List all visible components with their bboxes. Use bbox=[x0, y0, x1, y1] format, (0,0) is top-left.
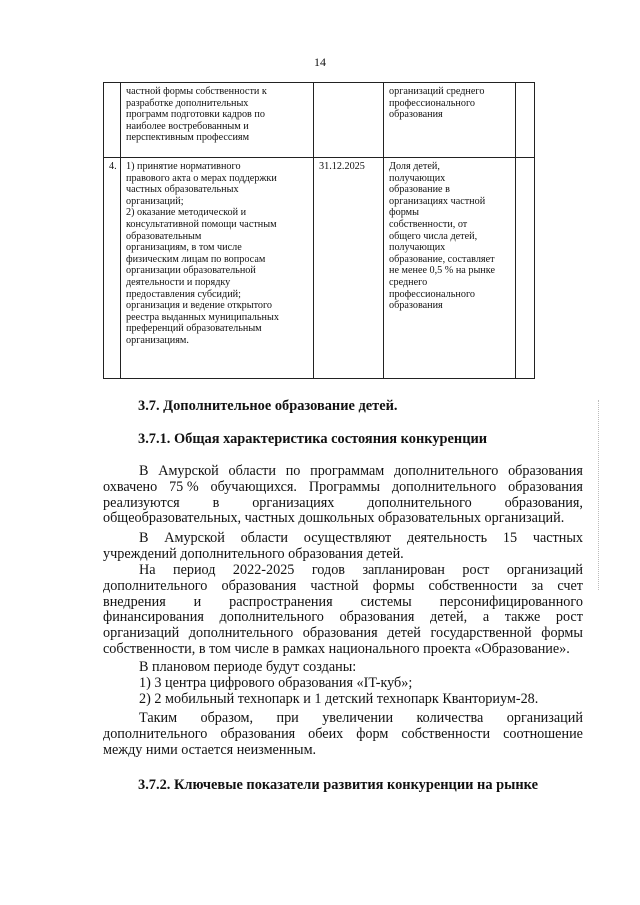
word: увеличении bbox=[322, 710, 394, 726]
word: осуществляют bbox=[303, 530, 392, 546]
word: по bbox=[285, 463, 301, 479]
word: 15 bbox=[502, 530, 518, 546]
word: а bbox=[482, 609, 490, 626]
word: запланирован bbox=[362, 562, 445, 578]
deadline-cell: 31.12.2025 bbox=[314, 158, 384, 379]
cell-text-line: наиболее востребованным и bbox=[126, 120, 249, 132]
cell-text-line: образования bbox=[389, 109, 443, 121]
table-row bbox=[104, 158, 535, 379]
word: реализуются bbox=[103, 494, 180, 511]
word: образования bbox=[339, 609, 415, 626]
cell-text-line: среднего bbox=[389, 276, 428, 288]
text-line: общеобразовательных, частных дошкольных образовательных организаций. bbox=[103, 510, 565, 527]
word: период bbox=[172, 562, 216, 578]
cell-text-line: программ подготовки кадров по bbox=[126, 109, 265, 121]
text-line: собственности, в том числе в рамках национального проекта «Образование». bbox=[103, 640, 570, 657]
word: детей, bbox=[430, 609, 468, 626]
word: организаций bbox=[103, 625, 180, 642]
word: годов bbox=[311, 562, 345, 578]
table-row bbox=[104, 83, 535, 158]
text-line: В плановом периоде будут созданы: bbox=[139, 659, 357, 675]
word: дополнительного bbox=[103, 725, 208, 742]
text-line bbox=[103, 563, 583, 579]
word: обучающихся. bbox=[210, 478, 297, 495]
paragraph-growth-plan bbox=[103, 563, 583, 658]
list-item: 2) 2 мобильный технопарк и 1 детский технопарк Кванториум-28. bbox=[139, 690, 539, 707]
word: Программы bbox=[308, 478, 380, 495]
cell-text-line: перспективным профессиям bbox=[126, 132, 250, 144]
word: Таким bbox=[139, 710, 178, 726]
word: 2022-2025 bbox=[232, 562, 295, 578]
cell-text-line: консультативной помощи частным bbox=[126, 218, 277, 230]
action-cell bbox=[121, 83, 314, 158]
word: образования bbox=[221, 577, 297, 594]
cell-text-line: профессионального bbox=[389, 288, 475, 300]
cell-text-line: предоставления субсидий; bbox=[126, 288, 241, 300]
paragraph-planned-centers bbox=[103, 660, 583, 707]
cell-text-line: организаций среднего bbox=[389, 86, 485, 97]
text-line bbox=[103, 711, 583, 727]
cell-text-line: организациям, в том числе bbox=[126, 242, 242, 254]
word: В bbox=[139, 463, 149, 479]
indicator-cell bbox=[384, 83, 516, 158]
word: также bbox=[504, 609, 541, 626]
row-number-cell: 4. bbox=[104, 158, 121, 379]
cell-text-line: формы bbox=[389, 207, 419, 219]
cell-text-line: преференций образовательным bbox=[126, 323, 262, 335]
word: внедрения bbox=[103, 593, 166, 610]
word: Амурской bbox=[164, 530, 225, 546]
cell-text-line: организациях частной bbox=[389, 195, 486, 207]
word: На bbox=[139, 562, 156, 578]
text-line bbox=[103, 579, 583, 595]
text-line: между ними остается неизменным. bbox=[103, 741, 317, 758]
word: детей bbox=[387, 625, 421, 642]
text-line: учреждений дополнительного образования детей. bbox=[103, 545, 404, 562]
section-heading-3-7-2: 3.7.2. Ключевые показатели развития конкуренции на рынке bbox=[138, 777, 538, 793]
word: 75 % bbox=[169, 478, 199, 495]
cell-text-line: организаций; bbox=[126, 195, 184, 207]
cell-text-line: получающих bbox=[389, 172, 446, 184]
cell-text-line: организации образовательной bbox=[126, 265, 256, 277]
cell-text-line: частной формы собственности к bbox=[126, 86, 267, 97]
word: дополнительного bbox=[391, 478, 497, 495]
section-heading-3-7: 3.7. Дополнительное образование детей. bbox=[138, 398, 398, 414]
word: образования bbox=[302, 625, 378, 642]
word: форм bbox=[356, 725, 389, 742]
word: рост bbox=[462, 562, 490, 578]
word: образования bbox=[220, 725, 296, 742]
word: системы bbox=[360, 593, 412, 610]
word: формы bbox=[372, 577, 415, 594]
text-line bbox=[103, 480, 583, 496]
word: охвачено bbox=[103, 478, 158, 495]
cell-text-line: образовательным bbox=[126, 230, 202, 242]
cell-text-line: образование, составляет bbox=[389, 253, 495, 265]
indicator-cell bbox=[384, 158, 516, 379]
word: образом, bbox=[200, 710, 254, 726]
paragraph-private-institutions bbox=[103, 531, 583, 563]
word: собственности bbox=[428, 577, 518, 594]
word: дополнительного bbox=[393, 463, 499, 479]
word: счет bbox=[557, 577, 583, 594]
word: Амурской bbox=[158, 463, 219, 479]
word: области bbox=[240, 530, 289, 546]
cell-text-line: образования bbox=[389, 300, 443, 312]
measures-table bbox=[103, 82, 535, 379]
text-line bbox=[103, 464, 583, 480]
cell-text-line: частных образовательных bbox=[126, 184, 239, 196]
text-line bbox=[103, 496, 583, 512]
cell-text-line: общего числа детей, bbox=[389, 230, 478, 242]
cell-text-line: реестра выданных муниципальных bbox=[126, 311, 279, 323]
word: организаций bbox=[506, 562, 583, 578]
empty-cell bbox=[516, 83, 535, 158]
word: частной bbox=[310, 577, 359, 594]
word: за bbox=[531, 577, 544, 594]
text-line bbox=[103, 626, 583, 642]
word: формы bbox=[541, 625, 583, 642]
text-line bbox=[103, 610, 583, 626]
word: образования, bbox=[504, 494, 583, 511]
word: и bbox=[193, 593, 202, 610]
cell-text-line: 2) оказание методической и bbox=[126, 207, 247, 219]
action-cell bbox=[121, 158, 314, 379]
word: организациях bbox=[252, 494, 335, 511]
word: соотношение bbox=[503, 725, 583, 742]
cell-text-line: правового акта о мерах поддержки bbox=[126, 172, 277, 184]
cell-text-line: физическим лицам по вопросам bbox=[126, 253, 266, 265]
cell-text-line: получающих bbox=[389, 242, 446, 254]
paragraph-coverage bbox=[103, 464, 583, 527]
cell-text-line: 1) принятие нормативного bbox=[126, 161, 241, 172]
cell-text-line: организация и ведение открытого bbox=[126, 300, 273, 312]
word: области bbox=[228, 463, 276, 479]
word: финансирования bbox=[103, 609, 204, 626]
cell-text-line: организациям. bbox=[126, 334, 189, 346]
word: деятельность bbox=[407, 530, 488, 546]
paragraph-conclusion bbox=[103, 711, 583, 758]
section-heading-3-7-1: 3.7.1. Общая характеристика состояния конкуренции bbox=[138, 431, 488, 447]
word: государственной bbox=[430, 625, 532, 642]
word: дополнительного bbox=[188, 625, 294, 642]
deadline-cell bbox=[314, 83, 384, 158]
scan-margin-marks bbox=[598, 400, 599, 590]
word: обеих bbox=[308, 725, 344, 742]
word: дополнительного bbox=[367, 494, 472, 511]
word: частных bbox=[532, 530, 583, 546]
word: программам bbox=[310, 463, 385, 479]
word: собственности bbox=[401, 725, 491, 742]
cell-text-line: деятельности и порядку bbox=[126, 276, 231, 288]
word: образования bbox=[508, 478, 583, 495]
word: В bbox=[139, 530, 149, 546]
word: при bbox=[276, 710, 299, 726]
text-line bbox=[103, 727, 583, 743]
word: распространения bbox=[229, 593, 333, 610]
cell-text-line: профессионального bbox=[389, 97, 475, 109]
word: персонифицированного bbox=[439, 593, 583, 610]
cell-text-line: не менее 0,5 % на рынке bbox=[389, 265, 495, 277]
word: дополнительного bbox=[103, 577, 208, 594]
empty-cell bbox=[516, 158, 535, 379]
text-line bbox=[103, 595, 583, 611]
word: дополнительного bbox=[219, 609, 324, 626]
row-number-cell bbox=[104, 83, 121, 158]
cell-text-line: собственности, от bbox=[389, 218, 468, 230]
word: образования bbox=[508, 463, 583, 479]
cell-text-line: разработке дополнительных bbox=[126, 97, 249, 109]
word: организаций bbox=[506, 710, 583, 726]
text-line bbox=[103, 531, 583, 547]
word: количества bbox=[416, 710, 484, 726]
cell-text-line: Доля детей, bbox=[389, 161, 440, 172]
word: в bbox=[212, 494, 220, 511]
list-item: 1) 3 центра цифрового образования «IT-куб»; bbox=[139, 674, 413, 691]
cell-text-line: образование в bbox=[389, 184, 450, 196]
page-number: 14 bbox=[314, 55, 326, 69]
word: рост bbox=[555, 609, 583, 626]
